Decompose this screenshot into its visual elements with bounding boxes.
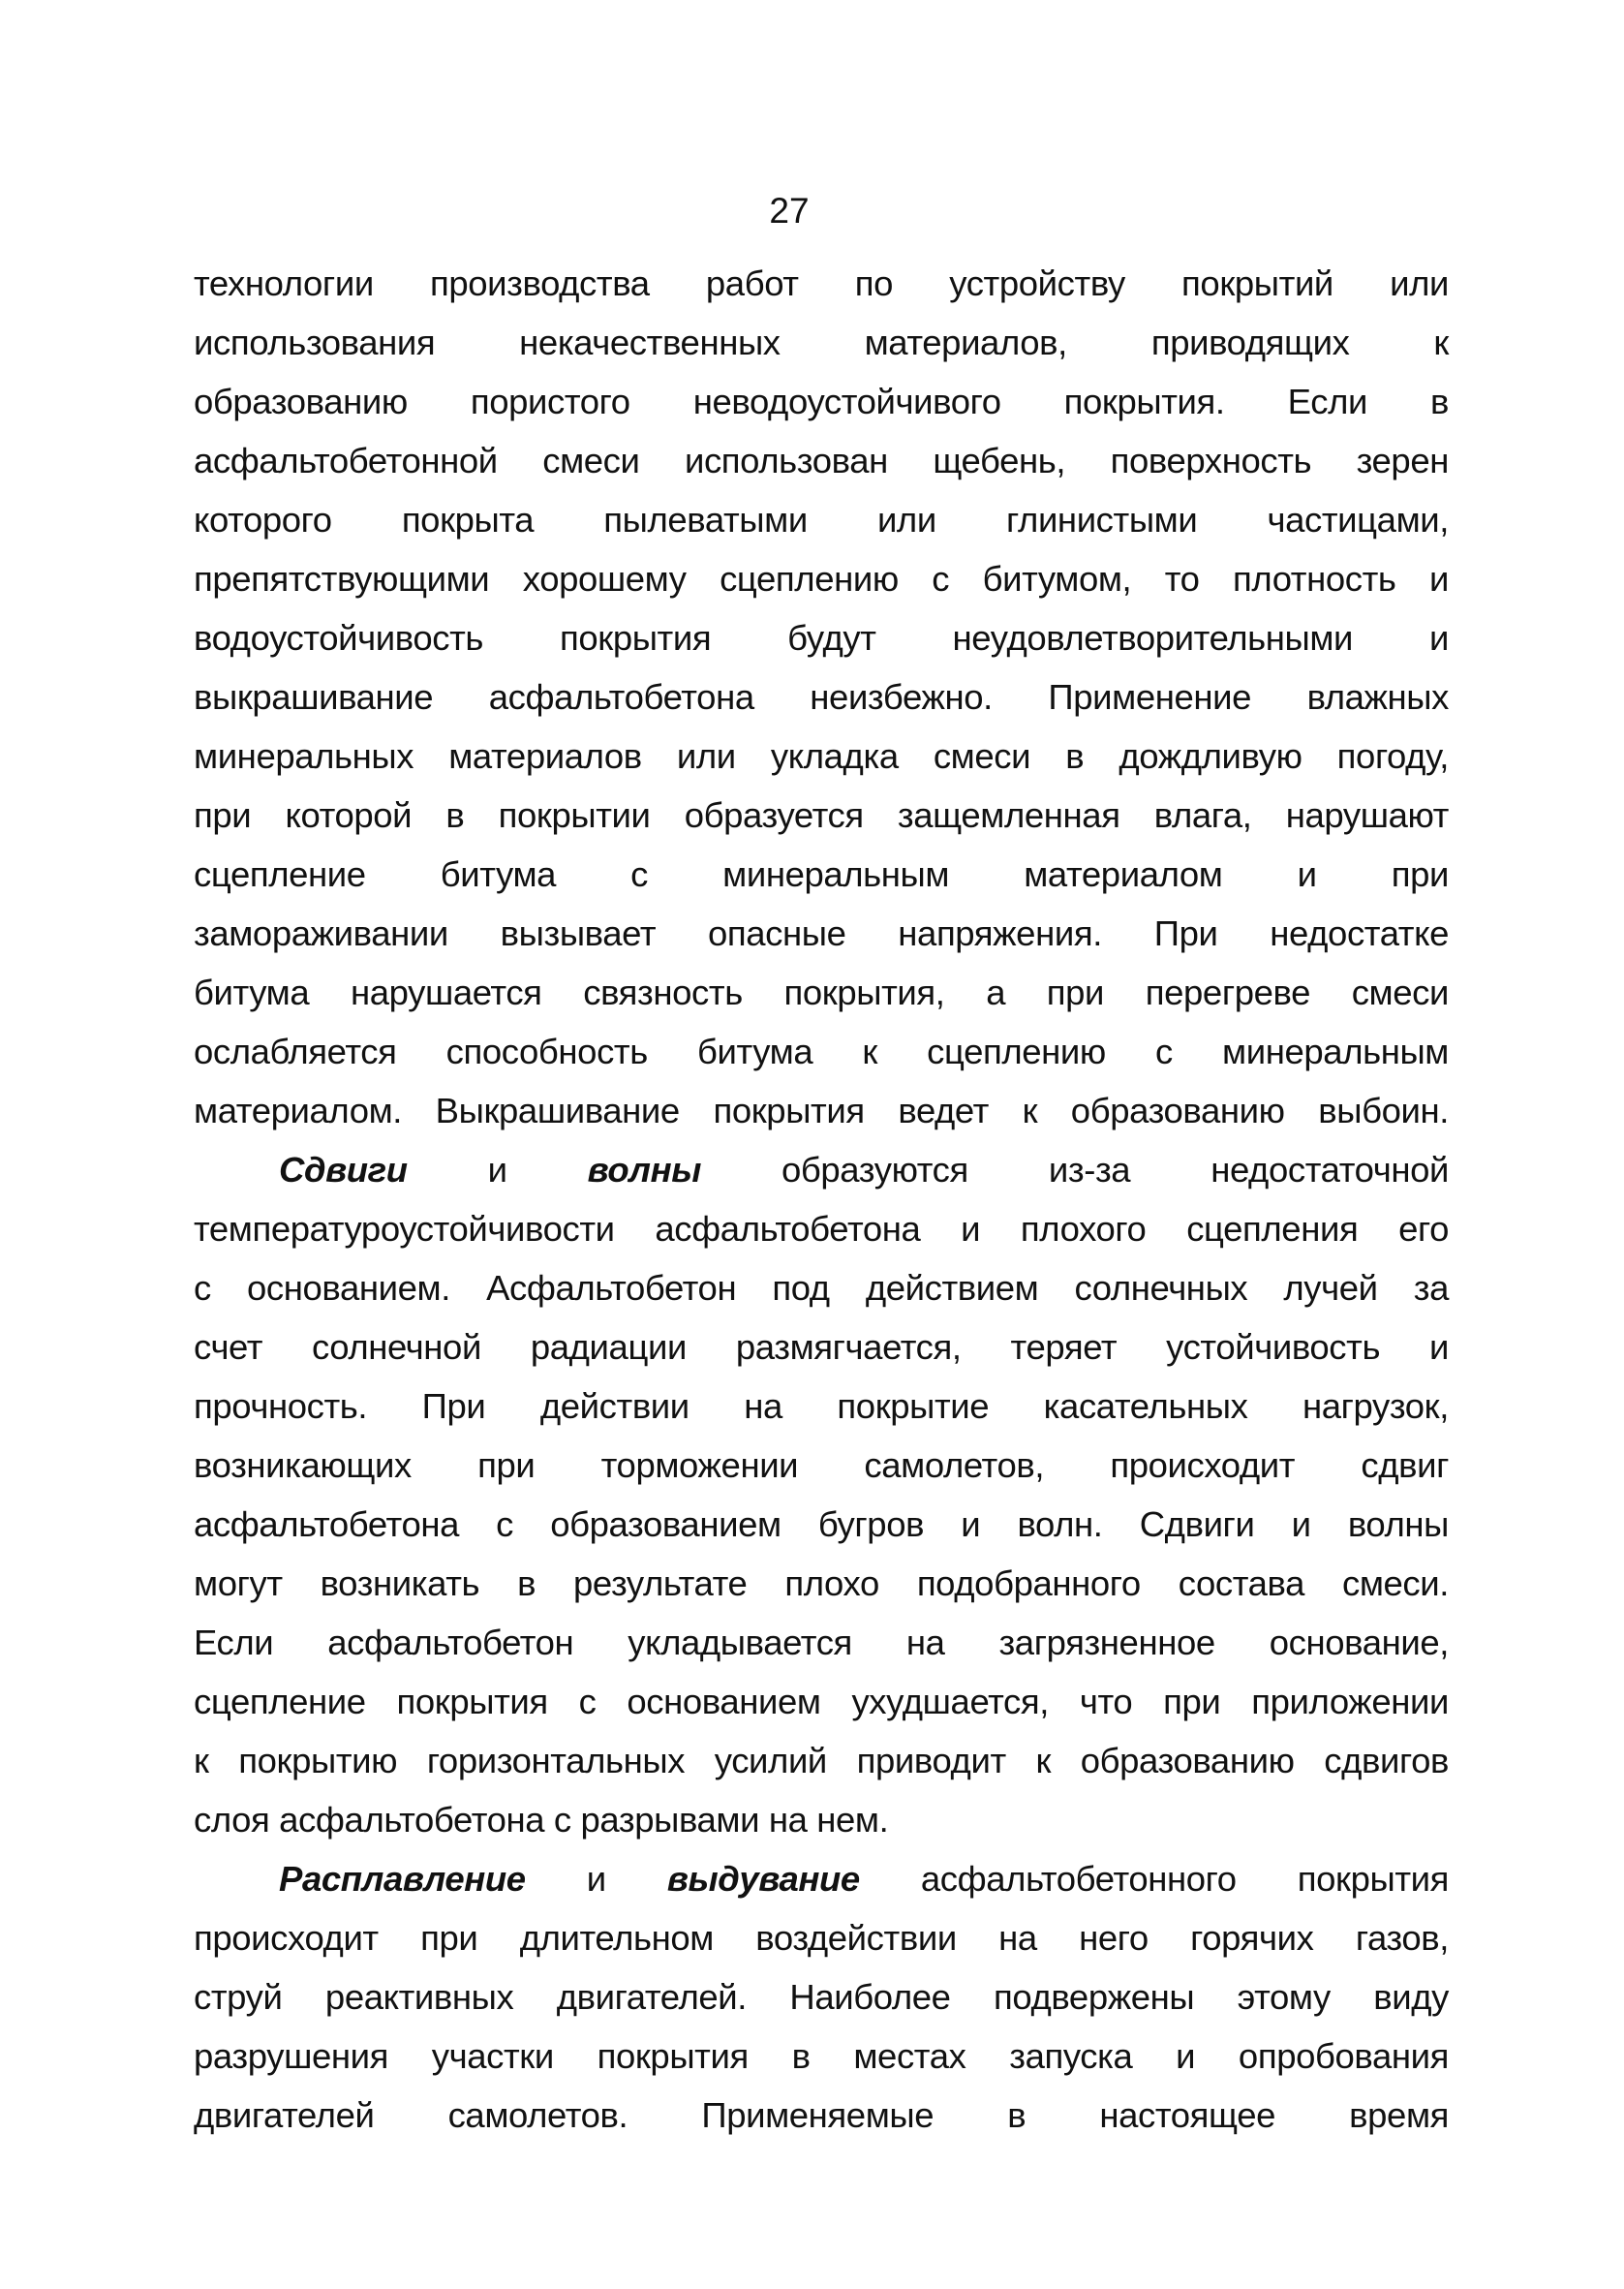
text-line: битума нарушается связность покрытия, а при перегреве смеси xyxy=(194,973,1449,1012)
text-line: с основанием. Асфальтобетон под действием солнечных лучей за xyxy=(194,1268,1449,1308)
text-line: прочность. При действии на покрытие касательных нагрузок, xyxy=(194,1386,1449,1426)
text-line-with-terms xyxy=(194,1140,1449,1199)
text-line: сцепление покрытия с основанием ухудшается, что при приложении xyxy=(194,1682,1449,1721)
text-line: асфальтобетона с образованием бугров и волн. Сдвиги и волны xyxy=(194,1504,1449,1544)
text-line: к покрытию горизонтальных усилий приводит к образованию сдвигов xyxy=(194,1741,1449,1780)
text-line: возникающих при торможении самолетов, происходит сдвиг xyxy=(194,1445,1449,1485)
word: асфальтобетонного xyxy=(920,1859,1237,1899)
page-number: 27 xyxy=(769,191,810,231)
text-line: материалом. Выкрашивание покрытия ведет к образованию выбоин. xyxy=(194,1091,1449,1130)
text-line: температуроустойчивости асфальтобетона и плохого сцепления его xyxy=(194,1209,1449,1249)
word: и xyxy=(487,1150,507,1190)
text-line: Если асфальтобетон укладывается на загрязненное основание, xyxy=(194,1623,1449,1662)
text-line: счет солнечной радиации размягчается, теряет устойчивость и xyxy=(194,1327,1449,1367)
word: недостаточной xyxy=(1210,1150,1449,1190)
paragraph-1 xyxy=(194,254,1449,1140)
text-line: могут возникать в результате плохо подобранного состава смеси. xyxy=(194,1563,1449,1603)
text-line: ослабляется способность битума к сцеплению с минеральным xyxy=(194,1032,1449,1071)
text-line: замораживании вызывает опасные напряжения. При недостатке xyxy=(194,913,1449,953)
paragraph-3 xyxy=(194,1849,1449,2145)
text-line: которого покрыта пылеватыми или глинистыми частицами, xyxy=(194,500,1449,540)
emphasized-term: Расплавление xyxy=(279,1859,526,1899)
text-line-with-terms xyxy=(194,1849,1449,1908)
text-line: при которой в покрытии образуется защемленная влага, нарушают xyxy=(194,795,1449,835)
text-line: выкрашивание асфальтобетона неизбежно. Применение влажных xyxy=(194,677,1449,717)
text-line: использования некачественных материалов, приводящих к xyxy=(194,323,1449,362)
emphasized-term: выдувание xyxy=(666,1859,860,1899)
body-text xyxy=(194,254,1449,2145)
text-line: водоустойчивость покрытия будут неудовлетворительными и xyxy=(194,618,1449,658)
word: и xyxy=(586,1859,606,1899)
word: образуются xyxy=(781,1150,968,1190)
text-line: двигателей самолетов. Применяемые в настоящее время xyxy=(194,2095,1449,2135)
text-line: разрушения участки покрытия в местах запуска и опробования xyxy=(194,2036,1449,2076)
word: из-за xyxy=(1048,1150,1131,1190)
text-line: слоя асфальтобетона с разрывами на нем. xyxy=(194,1800,889,1840)
emphasized-term: волны xyxy=(587,1150,701,1190)
word: покрытия xyxy=(1297,1859,1449,1899)
text-line: минеральных материалов или укладка смеси в дождливую погоду, xyxy=(194,736,1449,776)
emphasized-term: Сдвиги xyxy=(279,1150,408,1190)
text-line: технологии производства работ по устройству покрытий или xyxy=(194,263,1449,303)
text-line: сцепление битума с минеральным материалом и при xyxy=(194,854,1449,894)
text-line: происходит при длительном воздействии на него горячих газов, xyxy=(194,1918,1449,1958)
text-line: асфальтобетонной смеси использован щебень, поверхность зерен xyxy=(194,441,1449,480)
paragraph-2 xyxy=(194,1140,1449,1849)
text-line: образованию пористого неводоустойчивого покрытия. Если в xyxy=(194,382,1449,421)
text-line: струй реактивных двигателей. Наиболее подвержены этому виду xyxy=(194,1977,1449,2017)
text-line: препятствующими хорошему сцеплению с битумом, то плотность и xyxy=(194,559,1449,599)
